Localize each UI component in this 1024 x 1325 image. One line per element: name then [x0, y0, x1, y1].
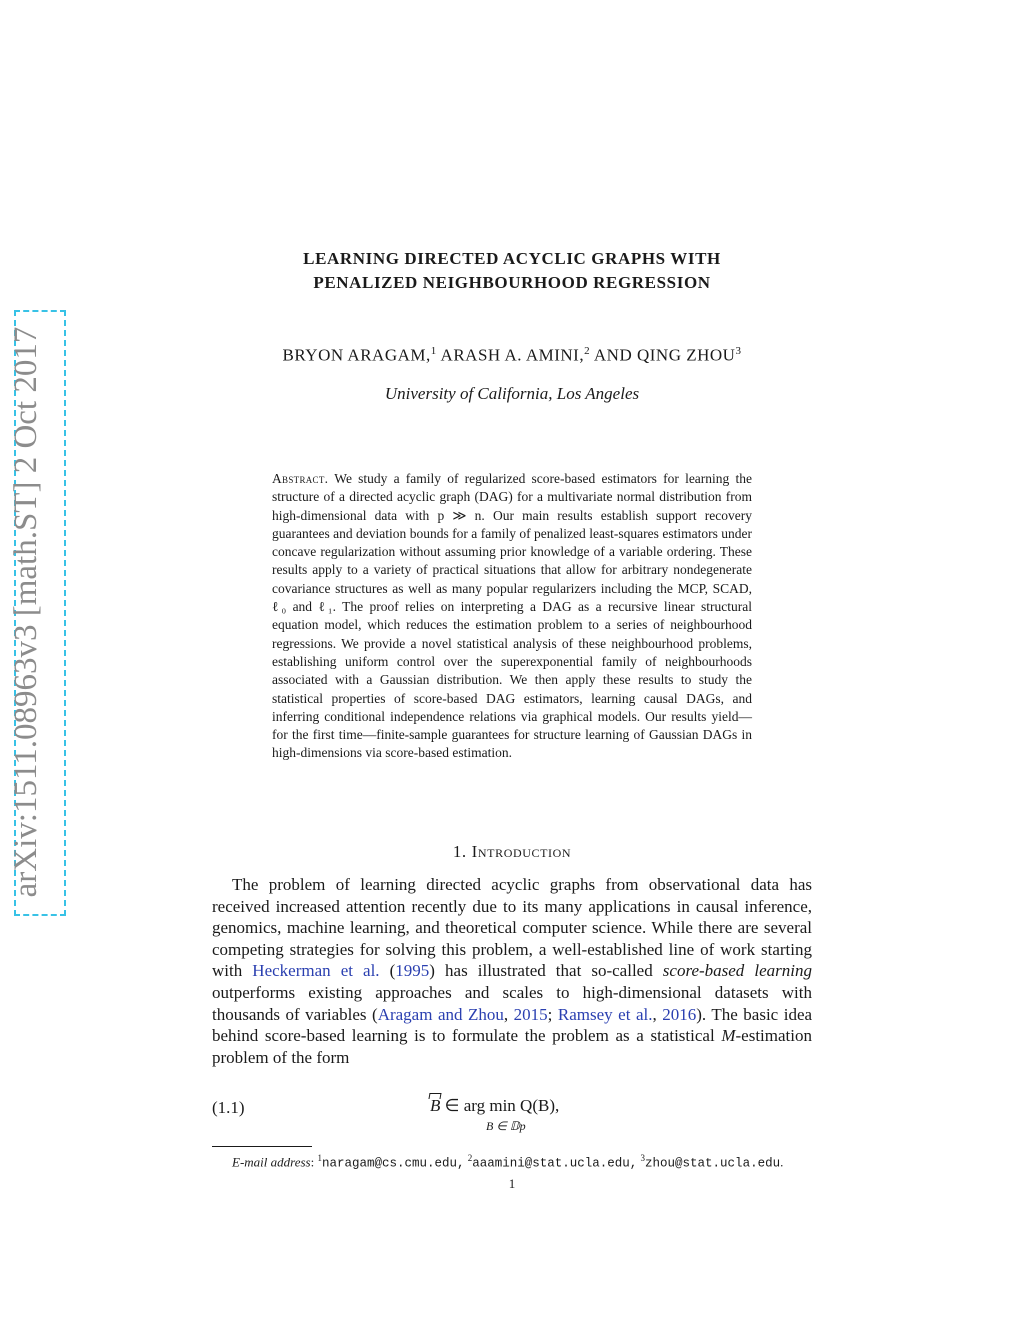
email-link[interactable]: aaamini@stat.ucla.edu, — [472, 1156, 638, 1171]
author-2-mark: 2 — [584, 345, 591, 357]
email-link[interactable]: naragam@cs.cmu.edu, — [321, 1156, 465, 1171]
footnote-label: E-mail address — [232, 1154, 311, 1170]
intro-emphasis: score-based learning — [662, 961, 812, 981]
section-heading: 1. Introduction — [452, 842, 572, 861]
footnote-colon: : — [310, 1154, 318, 1170]
intro-text: -estimation problem of the form — [212, 1026, 812, 1067]
author-1-mark: 1 — [430, 345, 437, 357]
author-1: BRYON ARAGAM, — [282, 345, 431, 365]
abstract — [272, 470, 752, 763]
intro-text: outperforms existing approaches and scales to high-dimensional datasets with thousands of variables ( — [212, 982, 812, 1024]
citation-link[interactable]: Aragam and Zhou — [377, 1004, 504, 1024]
intro-math: M — [721, 1026, 736, 1046]
abstract-text: We study a family of regularized score-based estimators for learning the structure of a directed acyclic graph (DAG) for a multivariate normal distribution from high-dimensional data with p ≫ n. Our main results establish support recovery guarantees and deviation bounds for a family of penalized least-squares estimators under concave regularization without assuming prior knowledge of a variable ordering. These results apply to a variety of practical situations that allow for arbitrary nondegenerate covariance structures as well as many popular regularizers including the MCP, SCAD, ℓ₀ and ℓ₁. The proof relies on interpreting a DAG as a recursive linear structural equation model, which reduces the estimation problem to a series of neighbourhood regressions. We provide a novel statistical analysis of these neighbourhood problems, establishing uniform control over the superexponential family of neighbourhoods associated with a Gaussian distribution. We then apply these results to study the statistical properties of score-based DAG estimators, learning causal DAGs, and inferring conditional independence relations via graphical models. Our results yield—for the first time—finite-sample guarantees for structure learning of Gaussian DAGs in high-dimensions via score-based estimation. — [272, 471, 752, 761]
equation-body: ∈ arg min Q(B), — [440, 1096, 560, 1115]
footnote-mark: 1 — [317, 1153, 322, 1163]
paper-title — [200, 247, 824, 295]
footnote-mark: 3 — [640, 1153, 646, 1163]
citation-link[interactable]: Ramsey et al. — [557, 1004, 653, 1024]
footnote-rule — [212, 1146, 312, 1147]
intro-text: ; — [547, 1004, 558, 1024]
citation-link[interactable]: Heckerman et al. — [252, 961, 380, 981]
footnote-mark: 2 — [467, 1153, 473, 1163]
author-2: ARASH A. AMINI, — [436, 345, 585, 365]
intro-text: , — [503, 1004, 514, 1024]
author-3-mark: 3 — [735, 345, 742, 357]
email-link[interactable]: zhou@stat.ucla.edu — [645, 1156, 781, 1171]
equation — [430, 1096, 630, 1116]
intro-paragraph — [212, 874, 812, 1068]
footnote-end: . — [780, 1154, 784, 1170]
citation-year-link[interactable]: 2015 — [513, 1004, 548, 1024]
title-line-2: PENALIZED NEIGHBOURHOOD REGRESSION — [313, 273, 711, 292]
footnote — [232, 1153, 783, 1170]
citation-year-link[interactable]: 2016 — [662, 1004, 697, 1024]
arxiv-stamp[interactable]: arXiv:1511.08963v3 [math.ST] 2 Oct 2017 — [8, 326, 44, 898]
intro-text: ). The basic idea behind score-based learning is to formulate the problem as a statistical — [212, 1004, 813, 1046]
intro-text: , — [652, 1004, 663, 1024]
author-3: AND QING ZHOU — [590, 345, 736, 365]
abstract-label: Abstract. — [272, 471, 329, 486]
affiliation: University of California, Los Angeles — [384, 384, 640, 403]
equation-subscript: B ∈ 𝔻p — [486, 1119, 526, 1133]
authors — [150, 345, 874, 366]
title-line-1: LEARNING DIRECTED ACYCLIC GRAPHS WITH — [303, 249, 721, 268]
intro-text: ( — [379, 961, 396, 981]
intro-text: ) has illustrated that so-called — [429, 961, 663, 981]
intro-text: The problem of learning directed acyclic graphs from observational data has received increased attention recently due to its many applications in causal inference, genomics, machine learning, and theoretical computer science. While there are several competing strategies for solving this problem, a well-established line of work starting with — [212, 875, 812, 981]
equation-lhs: B — [430, 1096, 441, 1115]
page-number: 1 — [508, 1176, 516, 1191]
citation-year-link[interactable]: 1995 — [395, 961, 430, 981]
equation-number: (1.1) — [212, 1098, 245, 1117]
